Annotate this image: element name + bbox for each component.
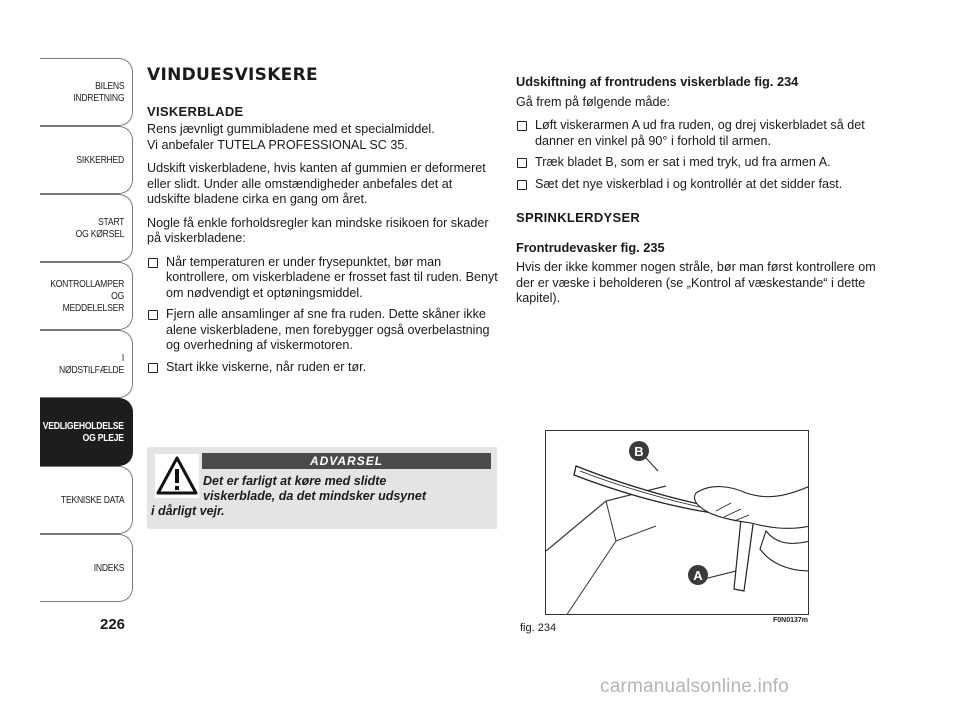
step-item: Sæt det nye viskerblad i og kontrollér at det sidder fast. [516, 177, 888, 193]
warning-text [151, 474, 491, 519]
chapter-tabs [40, 58, 133, 602]
figure-caption: fig. 234 [520, 622, 557, 634]
warning-line: Det er farligt at køre med slidte [203, 474, 387, 488]
figure-wiper [545, 430, 809, 615]
watermark: carmanualsonline.info [600, 676, 790, 697]
page-number: 226 [100, 616, 126, 633]
tab-vedligeholdelse[interactable]: VEDLIGEHOLDELSE OG PLEJE [40, 398, 133, 466]
tab-sikkerhed[interactable]: SIKKERHED [40, 126, 133, 194]
tab-nodstilfaelde[interactable]: I NØDSTILFÆLDE [40, 330, 133, 398]
paragraph: Hvis der ikke kommer nogen stråle, bør man først kontrollere om der er væske i beholderen (se „Kontrol af væskestande“ i dette kapitel). [516, 260, 876, 305]
paragraph: Gå frem på følgende måde: [516, 94, 671, 109]
paragraph: Rens jævnligt gummibladene med et specialmiddel. Vi anbefaler TUTELA PROFESSIONAL SC 35. [147, 122, 435, 152]
bullet-item: Når temperaturen er under frysepunktet, bør man kontrollere, om viskerbladene er frosset fast til ruden. Benyt om nødvendigt et optøningsmiddel. [147, 255, 499, 302]
bullet-item: Fjern alle ansamlinger af sne fra ruden. Dette skåner ikke alene viskerbladene, men forebygger også overbelastning og overhedning af viskermotoren. [147, 307, 499, 354]
warning-box [147, 447, 497, 529]
bullet-item: Start ikke viskerne, når ruden er tør. [147, 360, 499, 376]
left-column [147, 65, 499, 381]
warning-line: viskerblade, da det mindsker udsynet [203, 489, 426, 503]
page-title: VINDUESVISKERE [147, 65, 318, 85]
paragraph: Udskift viskerbladene, hvis kanten af gummien er deformeret eller slidt. Under alle omstændigheder anbefales det at udskifte bladene cirka en gang om året. [147, 161, 486, 206]
tab-bilens-indretning[interactable]: BILENS INDRETNING [40, 58, 133, 126]
warning-line: i dårligt vejr. [151, 504, 225, 518]
tab-start-og-korsel[interactable]: START OG KØRSEL [40, 194, 133, 262]
step-item: Træk bladet B, som er sat i med tryk, ud fra armen A. [516, 155, 888, 171]
step-item: Løft viskerarmen A ud fra ruden, og drej viskerbladet så det danner en vinkel på 90° i forhold til armen. [516, 118, 888, 149]
figure-code: F0N0137m [773, 617, 809, 624]
section-heading: Frontrudevasker fig. 235 [516, 239, 665, 255]
label-b: B [634, 444, 644, 459]
section-heading: Udskiftning af frontrudens viskerblade fig. 234 [516, 74, 799, 89]
warning-label: ADVARSEL [202, 453, 491, 469]
wiper-illustration [546, 431, 809, 615]
paragraph: Nogle få enkle forholdsregler kan mindske risikoen for skader på viskerbladene: [147, 215, 489, 245]
tab-kontrollamper[interactable]: KONTROLLAMPER OG MEDDELELSER [40, 262, 133, 330]
tab-indeks[interactable]: INDEKS [40, 534, 133, 602]
section-heading: SPRINKLERDYSER [516, 210, 641, 225]
right-column [516, 74, 888, 315]
section-heading: VISKERBLADE [147, 103, 244, 119]
label-a: A [693, 568, 703, 583]
tab-tekniske-data[interactable]: TEKNISKE DATA [40, 466, 133, 534]
